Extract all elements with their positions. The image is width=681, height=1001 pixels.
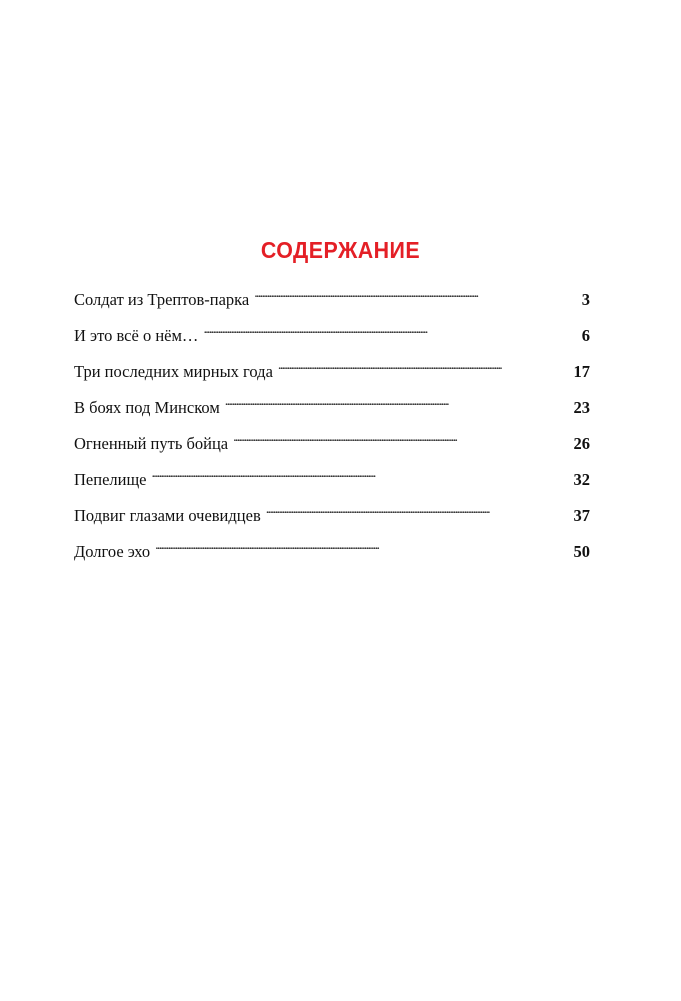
toc-entry-title: Солдат из Трептов-парка (74, 290, 250, 309)
toc-entry (74, 322, 590, 358)
toc-entry-title: Долгое эхо (74, 542, 151, 561)
dot-leader (254, 289, 576, 305)
toc-entry (74, 430, 590, 466)
dot-leader (152, 469, 568, 485)
toc-entry (74, 394, 590, 430)
toc-page-number: 17 (573, 362, 590, 381)
toc-page-number: 23 (573, 398, 590, 417)
toc-entry (74, 502, 590, 538)
dot-leader (266, 505, 568, 521)
toc-page-number: 50 (573, 542, 590, 561)
table-of-contents (74, 286, 590, 574)
toc-entry (74, 358, 590, 394)
toc-entry-title: И это всё о нём… (74, 326, 199, 345)
dot-leader (155, 541, 567, 557)
toc-page-number: 32 (573, 470, 590, 489)
toc-page-number: 3 (581, 290, 590, 309)
toc-entry-title: Пепелище (74, 470, 147, 489)
toc-entry-title: Три последних мирных года (74, 362, 273, 381)
toc-page-number: 37 (573, 506, 590, 525)
dot-leader (225, 397, 568, 413)
dot-leader (278, 361, 568, 377)
toc-entry (74, 466, 590, 502)
toc-entry-title: Огненный путь бойца (74, 434, 229, 453)
toc-entry-title: Подвиг глазами очевидцев (74, 506, 261, 525)
toc-entry (74, 286, 590, 322)
toc-entry-title: В боях под Минском (74, 398, 220, 417)
toc-entry (74, 538, 590, 574)
dot-leader (203, 325, 575, 341)
contents-heading: СОДЕРЖАНИЕ (260, 237, 421, 263)
dot-leader (233, 433, 567, 449)
toc-page-number: 6 (581, 326, 590, 345)
toc-page-number: 26 (573, 434, 590, 453)
